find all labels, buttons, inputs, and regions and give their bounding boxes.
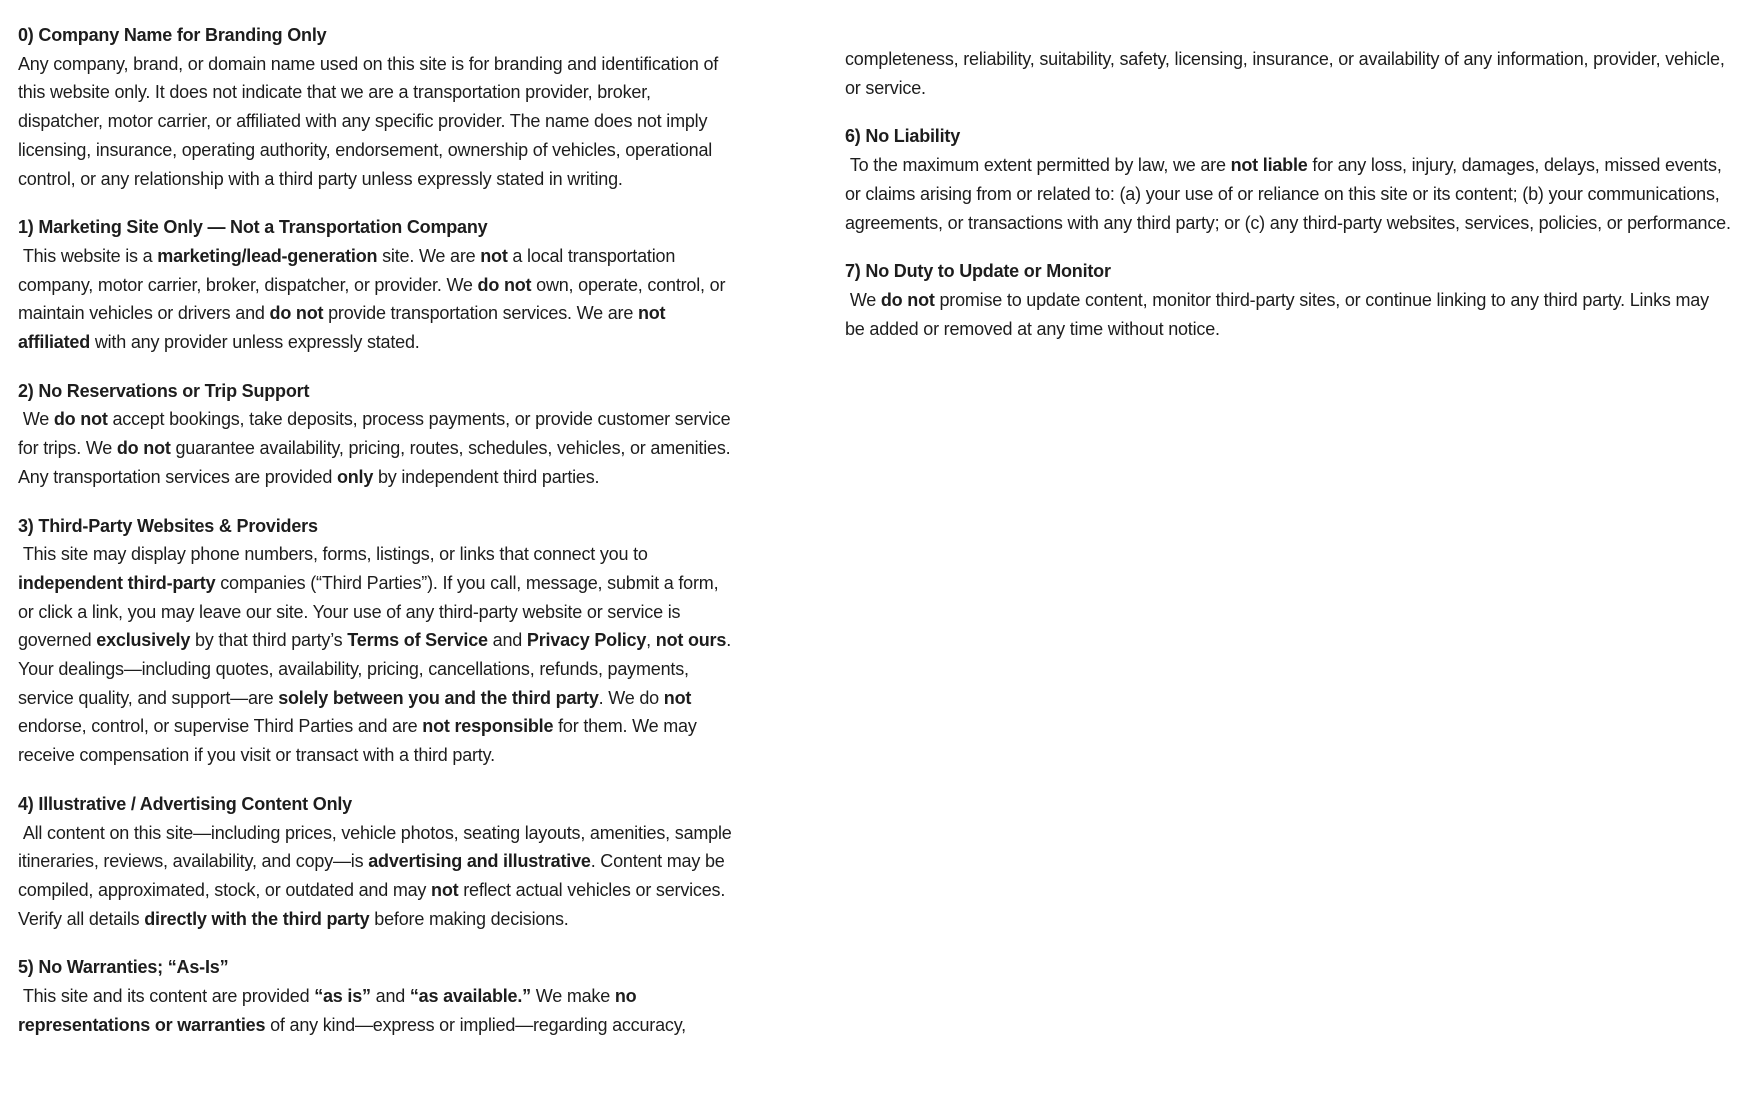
emphasis-text: exclusively xyxy=(96,630,191,651)
emphasis-text: no representations or warranties xyxy=(18,986,642,1035)
section-heading: 3) Third-Party Websites & Providers xyxy=(18,515,318,536)
section-body: We do not accept bookings, take deposits, process payments, or provide customer service for trips. We do not guarantee availability, pricing, routes, schedules, vehicles, or amenities. Any transportation services are provided only by independent third parties. xyxy=(18,409,736,487)
section-heading: 0) Company Name for Branding Only xyxy=(18,25,327,45)
section-body: This site may display phone numbers, forms, listings, or links that connect you to independent third-party companies (“Third Parties”). If you call, message, submit a form, or click a link, you may leave our site. Your use of any third-party website or service is governed exclusively by that third party’s Terms of Service and Privacy Policy, not ours. Your dealings—including quotes, availability, pricing, cancellations, refunds, payments, service quality, and support—are solely between you and the third party. We do not endorse, control, or supervise Third Parties and are not responsible for them. We may receive compensation if you visit or transact with a third party. xyxy=(18,544,736,766)
section-heading: 2) No Reservations or Trip Support xyxy=(18,380,310,401)
left-column xyxy=(18,21,737,1060)
disclaimer-section xyxy=(18,512,737,770)
disclaimer-section xyxy=(845,257,1732,343)
section-body: To the maximum extent permitted by law, we are not liable for any loss, injury, damages, delays, missed events, or claims arising from or related to: (a) your use of or reliance on this site or its content; (b) your communications, agreements, or transactions with any third party; or (c) any third-party websites, services, policies, or performance. xyxy=(845,155,1731,233)
emphasis-text: not ours xyxy=(655,630,727,651)
emphasis-text: “as available.” xyxy=(409,986,531,1007)
emphasis-text: do not xyxy=(880,289,935,310)
disclaimer-section xyxy=(845,45,1732,102)
disclaimer-section xyxy=(18,953,737,1039)
emphasis-text: marketing/lead-generation xyxy=(157,245,378,266)
section-body: We do not promise to update content, monitor third-party sites, or continue linking to any third party. Links may be added or removed at any time without notice. xyxy=(845,289,1714,339)
emphasis-text: not affiliated xyxy=(18,303,671,353)
emphasis-text: only xyxy=(336,466,374,487)
emphasis-text: solely between you and the third party xyxy=(278,687,599,708)
emphasis-text: not xyxy=(431,879,459,900)
disclaimer-section xyxy=(18,377,737,492)
disclaimer-section xyxy=(18,21,737,193)
emphasis-text: not responsible xyxy=(422,716,554,737)
emphasis-text: do not xyxy=(477,274,532,295)
disclaimer-section xyxy=(18,213,737,357)
section-heading: 4) Illustrative / Advertising Content Only xyxy=(18,793,352,814)
emphasis-text: do not xyxy=(53,409,108,430)
emphasis-text: not xyxy=(663,687,692,708)
right-column xyxy=(845,45,1732,363)
emphasis-text: Terms of Service xyxy=(347,630,488,651)
emphasis-text: not xyxy=(480,245,508,266)
disclaimer-section xyxy=(18,790,737,934)
emphasis-text: do not xyxy=(269,303,324,324)
section-body-continued: completeness, reliability, suitability, safety, licensing, insurance, or availability of any information, provider, vehicle, or service. xyxy=(845,49,1730,98)
section-body: This site and its content are provided “as is” and “as available.” We make no representations or warranties of any kind—express or implied—regarding accuracy, xyxy=(18,986,686,1035)
emphasis-text: “as is” xyxy=(314,986,371,1007)
section-body: Any company, brand, or domain name used on this site is for branding and identification of this website only. It does not indicate that we are a transportation provider, broker, dispatcher, motor carrier, or affiliated with any specific provider. The name does not imply licensing, insurance, operating authority, endorsement, ownership of vehicles, operational control, or any relationship with a third party unless expressly stated in writing. xyxy=(18,53,723,189)
disclaimer-section xyxy=(845,122,1732,237)
emphasis-text: do not xyxy=(116,438,171,459)
section-heading: 6) No Liability xyxy=(845,126,961,147)
emphasis-text: not liable xyxy=(1230,155,1308,176)
emphasis-text: independent third-party xyxy=(18,572,216,593)
section-heading: 1) Marketing Site Only — Not a Transportation Company xyxy=(18,217,488,238)
section-heading: 7) No Duty to Update or Monitor xyxy=(845,261,1111,282)
section-heading: 5) No Warranties; “As-Is” xyxy=(18,957,229,978)
emphasis-text: directly with the third party xyxy=(144,908,370,929)
section-body: This website is a marketing/lead-generation site. We are not a local transportation company, motor carrier, broker, dispatcher, or provider. We do not own, operate, control, or maintain vehicles or drivers and do not provide transportation services. We are not affiliated with any provider unless expressly stated. xyxy=(18,245,731,353)
section-body: All content on this site—including prices, vehicle photos, seating layouts, amenities, sample itineraries, reviews, availability, and copy—is advertising and illustrative. Content may be compiled, approximated, stock, or outdated and may not reflect actual vehicles or services. Verify all details directly with the third party before making decisions. xyxy=(18,822,737,929)
emphasis-text: advertising and illustrative xyxy=(368,851,591,872)
emphasis-text: Privacy Policy xyxy=(526,630,647,651)
